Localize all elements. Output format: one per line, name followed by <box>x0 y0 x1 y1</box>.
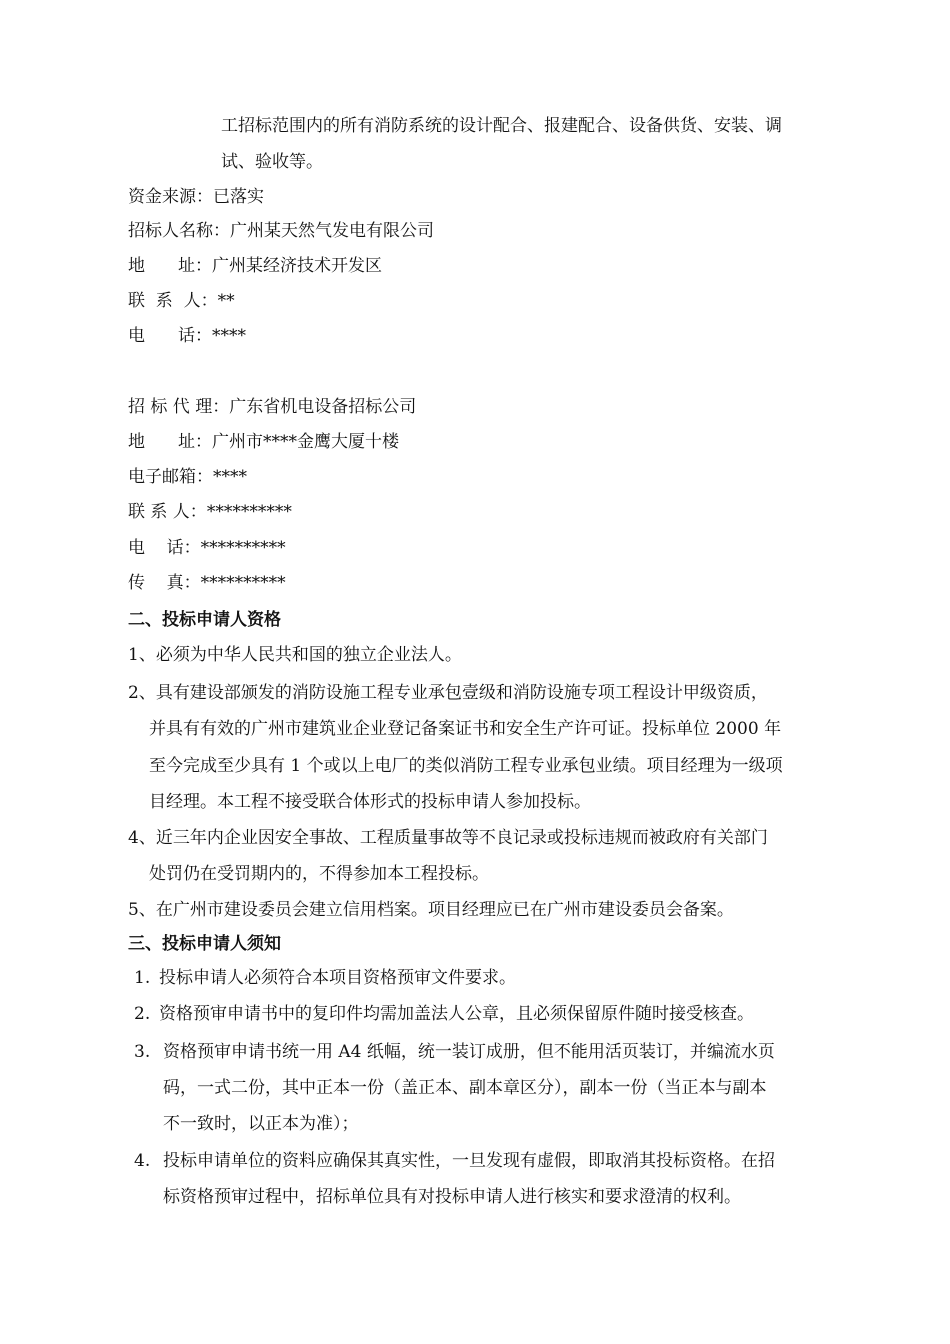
agent-name-label: 招 标 代 理： <box>128 397 230 417</box>
owner-name-value: 广州某天然气发电有限公司 <box>230 221 434 241</box>
section2-item2-line4: 目经理。本工程不接受联合体形式的投标申请人参加投标。 <box>149 792 591 812</box>
section3-item3-line2: 码，一式二份，其中正本一份（盖正本、副本章区分），副本一份（当正本与副本 <box>163 1078 767 1098</box>
owner-contact-row <box>128 289 235 313</box>
agent-contact-value: ********** <box>206 502 292 522</box>
agent-address-label-b: 址： <box>178 432 212 452</box>
section2-item1: 1、必须为中华人民共和国的独立企业法人。 <box>128 645 462 665</box>
agent-contact-row <box>128 500 292 524</box>
section3-item2: 资格预审申请书中的复印件均需加盖法人公章，且必须保留原件随时接受核查。 <box>159 1004 754 1024</box>
owner-address-label-a: 地 <box>128 256 145 276</box>
section3-heading: 三、投标申请人须知 <box>128 934 281 954</box>
section3-item3-number: 3. <box>134 1042 151 1062</box>
section3-item2-number: 2. <box>134 1004 151 1024</box>
agent-contact-label: 联 系 人： <box>128 502 207 522</box>
agent-fax-value: ********** <box>200 573 286 593</box>
owner-phone-label-b: 话： <box>178 326 212 346</box>
section3-item3-line1: 资格预审申请书统一用 A4 纸幅，统一装订成册，但不能用活页装订，并编流水页 <box>163 1042 775 1062</box>
fund-source-row <box>128 185 264 209</box>
owner-phone-label-a: 电 <box>128 326 145 346</box>
agent-name-value: 广东省机电设备招标公司 <box>229 397 417 417</box>
owner-phone-value: **** <box>212 326 246 346</box>
agent-address-label-a: 地 <box>128 432 145 452</box>
agent-fax-label: 传 真： <box>128 573 201 593</box>
section3-item4-number: 4. <box>134 1151 151 1171</box>
agent-phone-row <box>128 536 286 560</box>
fund-source-label: 资金来源： <box>128 187 213 207</box>
section2-heading: 二、投标申请人资格 <box>128 610 281 630</box>
owner-address-value: 广州某经济技术开发区 <box>212 256 382 276</box>
owner-name-label: 招标人名称： <box>128 221 230 241</box>
owner-contact-value: ** <box>217 291 235 311</box>
agent-email-label: 电子邮箱： <box>128 467 213 487</box>
section2-item2-line3: 至今完成至少具有 1 个或以上电厂的类似消防工程专业承包业绩。项目经理为一级项 <box>149 756 783 776</box>
agent-phone-value: ********** <box>200 538 286 558</box>
scope-line-1: 工招标范围内的所有消防系统的设计配合、报建配合、设备供货、安装、调 <box>221 116 782 136</box>
agent-address-value: 广州市****金鹰大厦十楼 <box>212 432 399 452</box>
agent-email-row <box>128 465 247 489</box>
section2-item5: 5、在广州市建设委员会建立信用档案。项目经理应已在广州市建设委员会备案。 <box>128 900 734 920</box>
owner-name-row <box>128 219 434 243</box>
agent-phone-label: 电 话： <box>128 538 201 558</box>
section2-item2-line1: 2、具有建设部颁发的消防设施工程专业承包壹级和消防设施专项工程设计甲级资质， <box>128 683 768 703</box>
agent-email-value: **** <box>213 467 247 487</box>
agent-fax-row <box>128 571 286 595</box>
section3-item4-line1: 投标申请单位的资料应确保其真实性，一旦发现有虚假，即取消其投标资格。在招 <box>163 1151 775 1171</box>
section2-item4-line1: 4、近三年内企业因安全事故、工程质量事故等不良记录或投标违规而被政府有关部门 <box>128 828 768 848</box>
section3-item1-number: 1. <box>134 968 151 988</box>
scope-line-2: 试、验收等。 <box>221 152 323 172</box>
agent-name-row <box>128 395 416 419</box>
owner-phone-row <box>128 324 246 348</box>
agent-address-row <box>128 430 399 454</box>
owner-contact-label: 联 系 人： <box>128 291 218 311</box>
section2-item2-line2: 并具有有效的广州市建筑业企业登记备案证书和安全生产许可证。投标单位 2000 年 <box>149 719 782 739</box>
section3-item1: 投标申请人必须符合本项目资格预审文件要求。 <box>159 968 516 988</box>
owner-address-label-b: 址： <box>178 256 212 276</box>
owner-address-row <box>128 254 382 278</box>
section3-item3-line3: 不一致时，以正本为准）； <box>163 1114 359 1134</box>
section2-item4-line2: 处罚仍在受罚期内的，不得参加本工程投标。 <box>149 864 489 884</box>
fund-source-value: 已落实 <box>213 187 264 207</box>
section3-item4-line2: 标资格预审过程中，招标单位具有对投标申请人进行核实和要求澄清的权利。 <box>163 1187 741 1207</box>
